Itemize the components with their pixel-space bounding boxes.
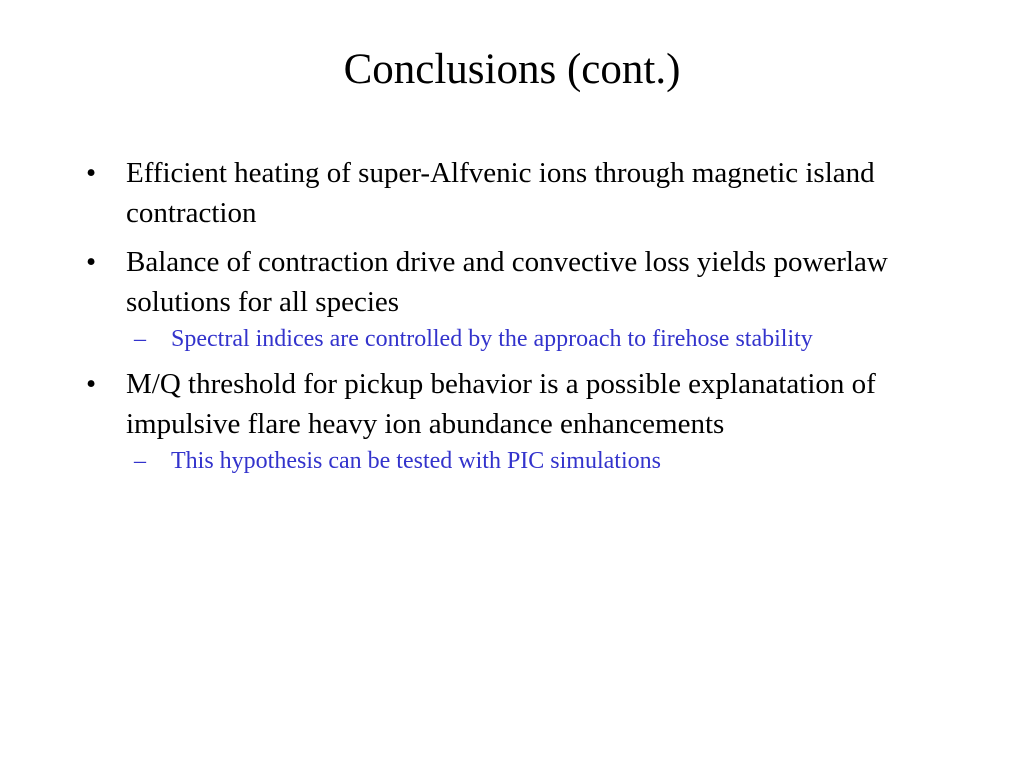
bullet-list [86,153,946,486]
slide-title: Conclusions (cont.) [343,46,681,93]
bullet-dot-icon: • [86,246,97,278]
sub-bullet-item [126,445,946,477]
sub-bullet-item [126,323,946,355]
bullet-text: Efficient heating of super-Alfvenic ions through magnetic island contraction [126,157,875,229]
sub-bullet-text: This hypothesis can be tested with PIC simulations [171,448,661,474]
dash-icon: – [134,448,146,474]
sub-bullet-list [126,323,946,355]
bullet-text: Balance of contraction drive and convective loss yields powerlaw solutions for all species [126,246,888,318]
bullet-dot-icon: • [86,157,97,189]
bullet-item [86,153,946,233]
bullet-item [86,242,946,355]
bullet-item [86,364,946,477]
dash-icon: – [134,326,146,352]
bullet-text: M/Q threshold for pickup behavior is a possible explanatation of impulsive flare heavy ion abundance enhancements [126,368,876,440]
sub-bullet-text: Spectral indices are controlled by the approach to firehose stability [171,326,813,352]
sub-bullet-list [126,445,946,477]
bullet-dot-icon: • [86,368,97,400]
